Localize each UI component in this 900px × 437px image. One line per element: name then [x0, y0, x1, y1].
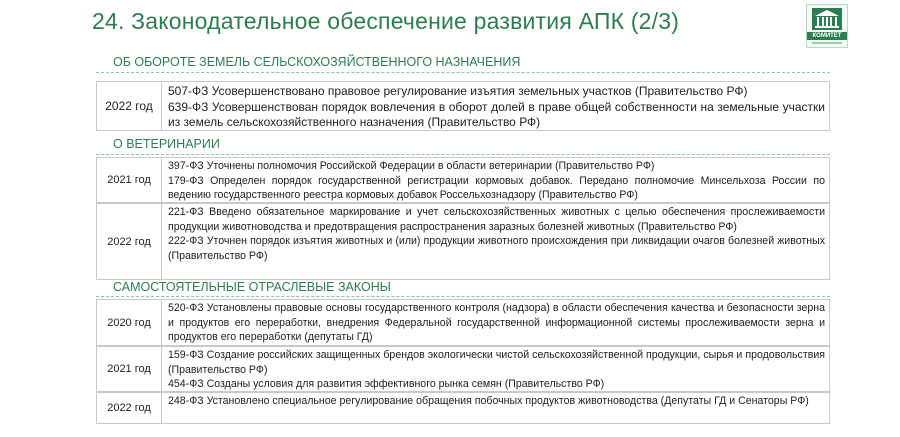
row-content: [162, 158, 829, 202]
row-year: 2022 год: [97, 393, 162, 423]
table-row: [96, 392, 830, 424]
building-columns-icon: [812, 8, 842, 30]
section-heading-veterinary: О ВЕТЕРИНАРИИ: [113, 137, 220, 151]
table-row: [96, 157, 830, 203]
section-divider: [96, 72, 830, 73]
section-divider: [96, 154, 830, 155]
row-year: 2021 год: [97, 158, 162, 202]
law-item: 520-ФЗ Установлены правовые основы государственного контроля (надзора) в области обеспечения качества и безопасности зерна и продуктов его переработки, внедрения Федеральной государственной информационной системы прослеживаемости зерна и продуктов его переработки (депутаты ГД): [168, 302, 825, 344]
table-row: [96, 81, 830, 131]
row-year: 2020 год: [97, 300, 162, 345]
row-year: 2022 год: [97, 82, 162, 130]
law-item: 179-ФЗ Определен порядок государственной регистрации кормовых добавок. Передано полномочие Минсельхоза России по ведению государственного реестра кормовых добавок Россельхознадзору (Правительство РФ): [168, 174, 825, 202]
logo-label: КОМИТЕТ: [807, 32, 847, 40]
law-item: 248-ФЗ Установлено специальное регулирование обращения побочных продуктов животноводства (Депутаты ГД и Сенаторы РФ): [168, 395, 809, 407]
section-heading-land: ОБ ОБОРОТЕ ЗЕМЕЛЬ СЕЛЬСКОХОЗЯЙСТВЕННОГО НАЗНАЧЕНИЯ: [113, 55, 521, 69]
law-item: 639-ФЗ Усовершенствован порядок вовлечения в оборот долей в праве общей собственности на земельные участки из земель сельскохозяйственного назначения (Правительство РФ): [168, 99, 825, 129]
row-year: 2022 год: [97, 204, 162, 279]
row-content: [162, 204, 829, 279]
law-item: 221-ФЗ Введено обязательное маркирование и учет сельскохозяйственных животных с целью обеспечения прослеживаемости продукции животноводства и предотвращения распространения заразных болезней животных (Правительство РФ): [168, 206, 825, 233]
law-item: 454-ФЗ Созданы условия для развития эффективного рынка семян (Правительство РФ): [168, 378, 605, 391]
page-title: 24. Законодательное обеспечение развития АПК (2/3): [92, 8, 680, 34]
table-row: [96, 299, 830, 346]
law-item: 222-ФЗ Уточнен порядок изъятия животных и (или) продукции животного происхождения при ликвидации очагов болезней животных (Правительство РФ): [168, 235, 825, 262]
table-row: [96, 203, 830, 280]
row-year: 2021 год: [97, 347, 162, 391]
law-item: 397-ФЗ Уточнены полномочия Российской Федерации в области ветеринарии (Правительство РФ): [168, 160, 655, 172]
committee-logo: [806, 4, 848, 48]
table-row: [96, 346, 830, 392]
law-item: 159-ФЗ Создание российских защищенных брендов экологически чистой сельскохозяйственной продукции, сырья и продовольствия (Правительство РФ): [168, 349, 825, 376]
row-content: [162, 347, 829, 391]
row-content: [162, 300, 829, 345]
logo-divider: [812, 42, 842, 44]
row-content: [162, 82, 829, 130]
section-heading-industry-laws: САМОСТОЯТЕЛЬНЫЕ ОТРАСЛЕВЫЕ ЗАКОНЫ: [113, 280, 391, 294]
law-item: 507-ФЗ Усовершенствовано правовое регулирование изъятия земельных участков (Правительство РФ): [168, 84, 748, 98]
row-content: [162, 393, 829, 423]
section-divider: [96, 296, 830, 297]
